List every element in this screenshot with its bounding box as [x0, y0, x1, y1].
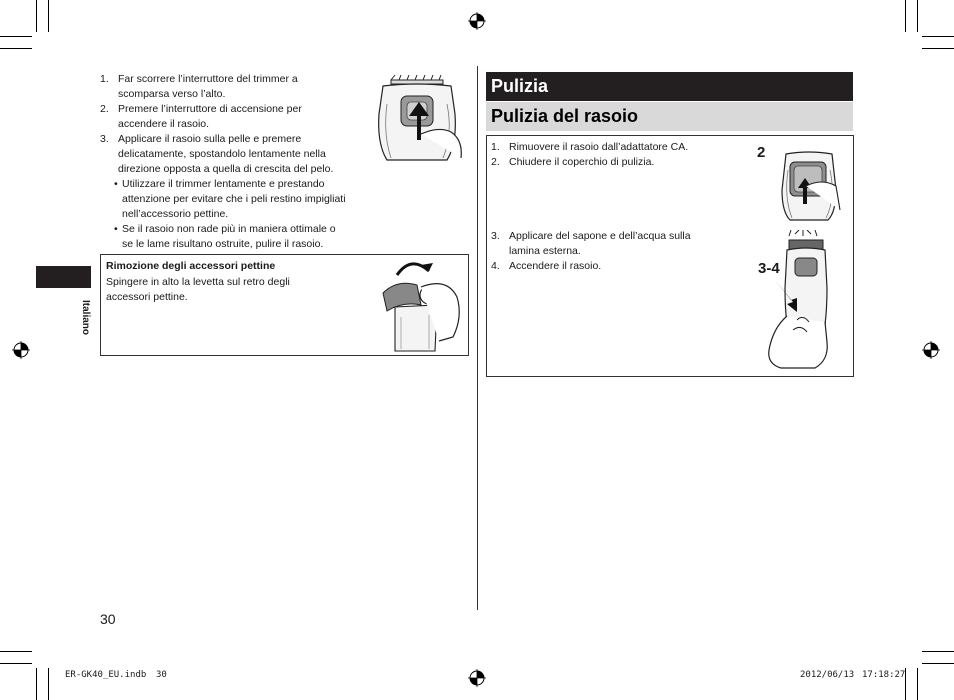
- cleaning-box: [486, 135, 854, 377]
- crop-mark: [922, 651, 954, 652]
- footer-page: 30: [156, 670, 167, 680]
- list-item: • Utilizzare il trimmer lentamente e prestando attenzione per evitare che i peli restino impigliati nell’accessorio pettine.: [100, 177, 370, 222]
- crop-mark: [0, 651, 32, 652]
- cleaning-cover-illustration: [776, 150, 842, 222]
- footer-time: 17:18:27: [862, 670, 906, 680]
- crop-mark: [917, 0, 918, 32]
- list-item: 2. Premere l’interruttore di accensione per accendere il rasoio.: [100, 103, 302, 130]
- crop-mark: [0, 36, 32, 37]
- trimmer-illustration: [373, 74, 465, 162]
- figure-label: 3-4: [758, 260, 780, 277]
- comb-removal-illustration: [377, 257, 465, 353]
- crop-mark: [917, 668, 918, 700]
- crop-mark: [922, 48, 954, 49]
- footer-file: ER-GK40_EU.indb: [65, 670, 147, 680]
- list-item: 3. Applicare il rasoio sulla pelle e premere delicatamente, spostandolo lentamente nella direzione opposta a quella di crescita del pelo.: [100, 133, 334, 175]
- crop-mark: [48, 0, 49, 32]
- comb-removal-box: [100, 254, 469, 356]
- shaver-hand-illustration: [763, 230, 847, 370]
- list-item: 4. Accendere il rasoio.: [491, 260, 602, 272]
- trim-steps: [100, 72, 365, 177]
- crop-mark: [36, 0, 37, 32]
- registration-mark-icon: [12, 341, 30, 359]
- page-number: 30: [100, 611, 116, 627]
- comb-removal-title: Rimozione degli accessori pettine: [106, 260, 276, 272]
- comb-removal-text: Spingere in alto la levetta sul retro degli accessori pettine.: [106, 276, 290, 303]
- crop-mark: [48, 668, 49, 700]
- crop-mark: [922, 663, 954, 664]
- cleaning-steps-b: [491, 229, 731, 274]
- registration-mark-icon: [468, 669, 486, 687]
- crop-mark: [922, 36, 954, 37]
- list-item: 1. Rimuovere il rasoio dall’adattatore CA.: [491, 141, 689, 153]
- list-item: 2. Chiudere il coperchio di pulizia.: [491, 156, 655, 168]
- section-title: Pulizia: [486, 72, 853, 101]
- list-item: • Se il rasoio non rade più in maniera ottimale o se le lame risultano ostruite, pulire il rasoio.: [100, 222, 370, 252]
- language-tab-label: Italiano: [80, 300, 91, 336]
- figure-label: 2: [757, 144, 766, 161]
- list-item: 1. Far scorrere l’interruttore del trimmer a scomparsa verso l’alto.: [100, 73, 298, 100]
- trim-notes: [100, 177, 370, 252]
- crop-mark: [36, 668, 37, 700]
- crop-mark: [0, 48, 32, 49]
- crop-mark: [0, 663, 32, 664]
- registration-mark-icon: [922, 341, 940, 359]
- language-tab: [36, 266, 91, 288]
- registration-mark-icon: [468, 12, 486, 30]
- list-item: 3. Applicare del sapone e dell’acqua sulla lamina esterna.: [491, 230, 691, 257]
- column-divider: [477, 66, 478, 610]
- crop-mark: [905, 0, 906, 32]
- subsection-title: Pulizia del rasoio: [486, 102, 853, 131]
- cleaning-steps-a: [491, 140, 731, 170]
- footer-date: 2012/06/13: [800, 670, 855, 680]
